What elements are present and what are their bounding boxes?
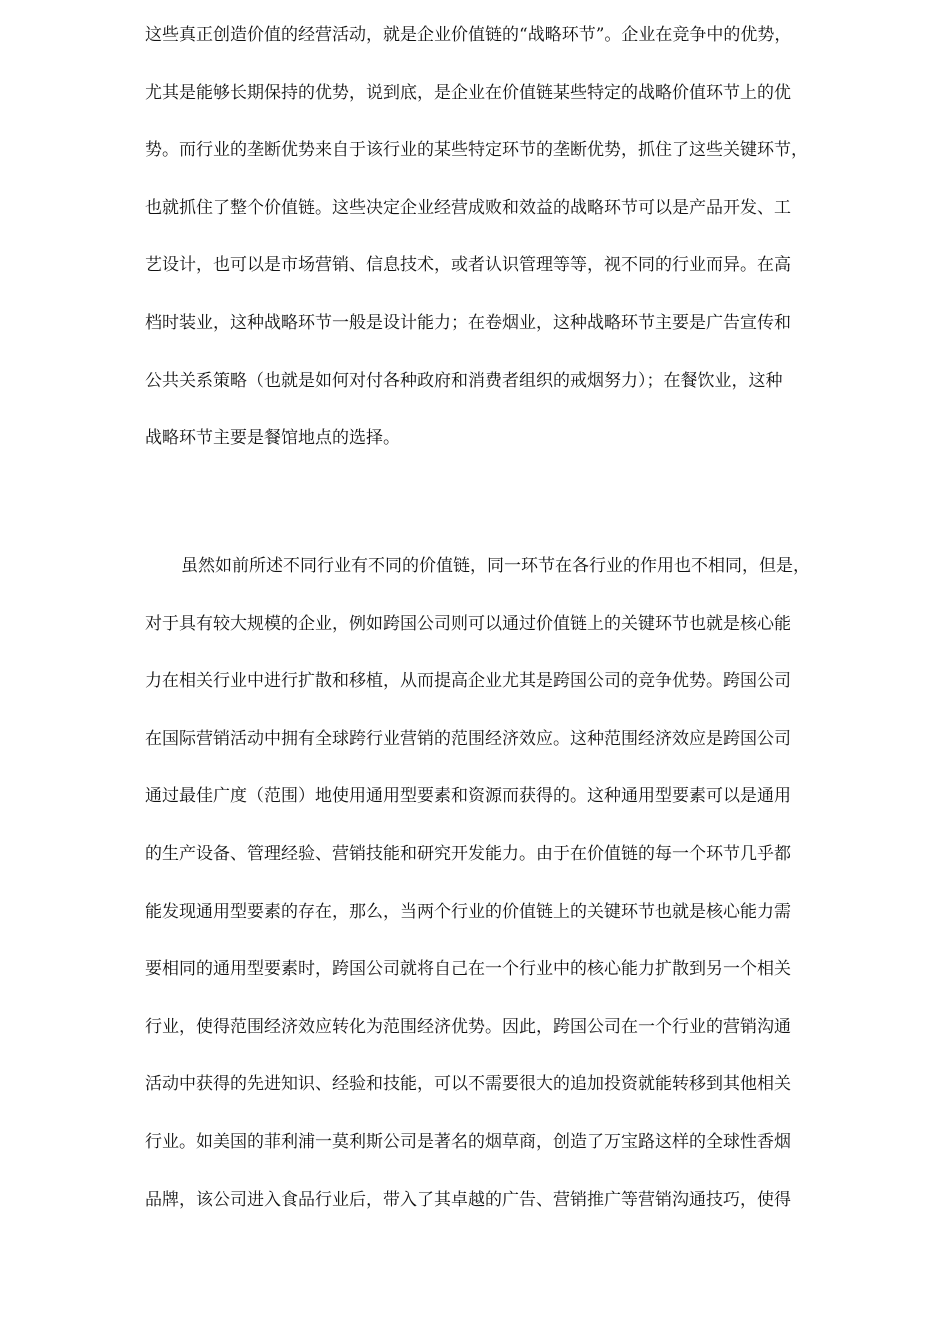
- text-line: 对于具有较大规模的企业，例如跨国公司则可以通过价值链上的关键环节也就是核心能: [145, 613, 791, 634]
- text-line: 品牌，该公司进入食品行业后，带入了其卓越的广告、营销推广等营销沟通技巧，使得: [145, 1189, 791, 1210]
- text-line: 力在相关行业中进行扩散和移植，从而提高企业尤其是跨国公司的竞争优势。跨国公司: [145, 671, 791, 692]
- text-line: 通过最佳广度（范围）地使用通用型要素和资源而获得的。这种通用型要素可以是通用: [145, 786, 791, 807]
- text-line: 活动中获得的先进知识、经验和技能，可以不需要很大的追加投资就能转移到其他相关: [145, 1074, 791, 1095]
- text-line: 在国际营销活动中拥有全球跨行业营销的范围经济效应。这种范围经济效应是跨国公司: [145, 728, 791, 749]
- text-line: 能发现通用型要素的存在，那么，当两个行业的价值链上的关键环节也就是核心能力需: [145, 901, 791, 922]
- paragraph-scope-economies: [145, 538, 885, 1229]
- text-line: 这些真正创造价值的经营活动，就是企业价值链的“战略环节”。企业在竞争中的优势，: [145, 25, 792, 45]
- text-line: 虽然如前所述不同行业有不同的价值链，同一环节在各行业的作用也不相同，但是，: [181, 556, 810, 576]
- text-line: 行业。如美国的菲利浦一莫利斯公司是著名的烟草商，创造了万宝路这样的全球性香烟: [145, 1131, 791, 1152]
- text-line: 的生产设备、管理经验、营销技能和研究开发能力。由于在价值链的每一个环节几乎都: [145, 843, 791, 864]
- text-line: 也就抓住了整个价值链。这些决定企业经营成败和效益的战略环节可以是产品开发、工: [145, 197, 791, 218]
- text-line: 公共关系策略（也就是如何对付各种政府和消费者组织的戒烟努力）；在餐饮业，这种: [145, 370, 783, 391]
- paragraph-strategic-links: [145, 7, 885, 468]
- text-line: 尤其是能够长期保持的优势，说到底，是企业在价值链某些特定的战略价值环节上的优: [145, 82, 791, 103]
- text-line: 要相同的通用型要素时，跨国公司就将自己在一个行业中的核心能力扩散到另一个相关: [145, 959, 791, 980]
- text-line: 战略环节主要是餐馆地点的选择。: [145, 428, 400, 449]
- text-line: 行业，使得范围经济效应转化为范围经济优势。因此，跨国公司在一个行业的营销沟通: [145, 1016, 791, 1037]
- text-line: 档时装业，这种战略环节一般是设计能力；在卷烟业，这种战略环节主要是广告宣传和: [145, 312, 791, 333]
- text-line: 势。而行业的垄断优势来自于该行业的某些特定环节的垄断优势，抓住了这些关键环节，: [145, 140, 808, 161]
- text-line: 艺设计，也可以是市场营销、信息技术，或者认识管理等等，视不同的行业而异。在高: [145, 255, 791, 276]
